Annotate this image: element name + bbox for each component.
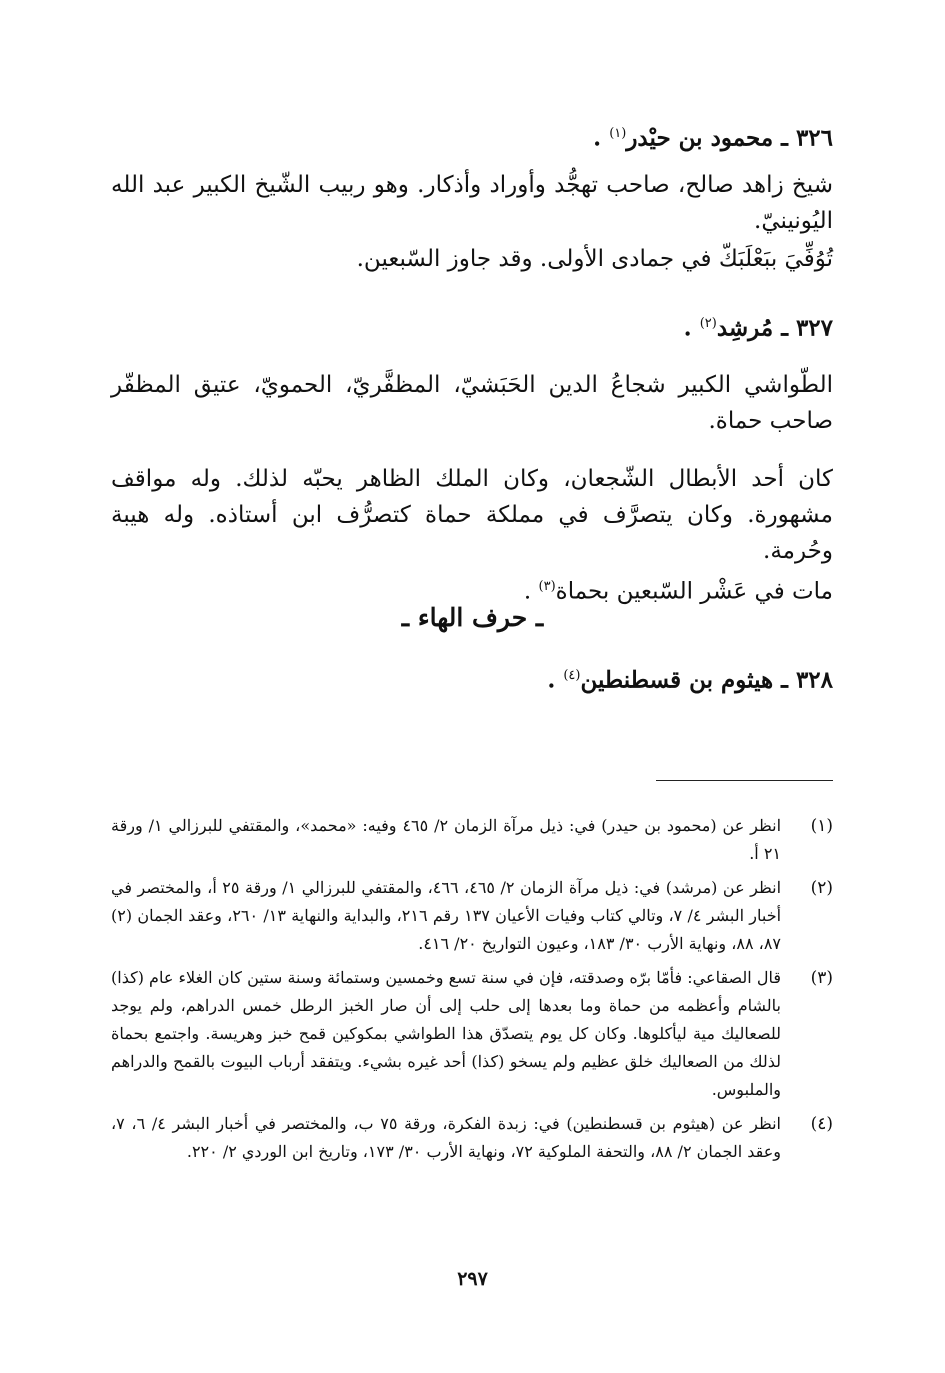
- footnote-separator: [656, 780, 833, 781]
- footnote: [111, 1110, 833, 1166]
- footnote-text: انظر عن (هيثوم بن قسطنطين) في: زبدة الفكرة، ورقة ٧٥ ب، والمختصر في أخبار البشر ٤/ ٦، ٧، وعقد الجمان ٢/ ٨٨، والتحفة الملوكية ٧٢، ونهاية الأرب ٣٠/ ١٧٣، وتاريخ ابن الوردي ٢/ ٢٢٠.: [111, 1114, 781, 1161]
- entry-paragraph: شيخ زاهد صالح، صاحب تهجُّد وأوراد وأذكار. وهو ربيب الشّيخ الكبير عبد الله اليُونينيّ.: [111, 171, 833, 234]
- entry-326: [111, 118, 833, 277]
- footnote-number: (٢): [810, 878, 833, 898]
- entry-paragraph: كان أحد الأبطال الشّجعان، وكان الملك الظاهر يحبّه لذلك. وله مواقف مشهورة. وكان يتصرَّف في مملكة حماة كتصرُّف ابن أستاذه. وله هيبة وحُرمة.: [111, 465, 833, 564]
- entry-paragraph: تُوُفِّيَ ببَعْلَبَكّ في جمادى الأولى. وقد جاوز السّبعين.: [356, 245, 833, 272]
- section-title: ـ حرف الهاء ـ: [401, 603, 544, 632]
- entry-327: [111, 308, 833, 609]
- footnote-text: قال الصقاعي: فأمّا برّه وصدقته، فإن في سنة تسع وخمسين وستمائة وسنة ستين كان الغلاء عام (كذا) بالشام وأعظمه من حماة وما بعدها إلى حلب إلى أن صار الخبز الرطل خمس الدراهم، ولم يوجد للصعاليك مية ليأكلوها. وكان كل يوم يتصدّق هذا الطواشي بمكوكين قمح خبز وهريسة. واجتمع بحماة لذلك من الصعاليك خلق عظيم ولم يسخو (كذا) أحد غيره بشيء. ويتفقد أرباب البيوت بالقمح والدراهم والملبوس.: [111, 968, 781, 1099]
- footnote: [111, 964, 833, 1104]
- entry-heading: ٣٢٦ ـ محمود بن حيْدر$^{(١)}$ .: [593, 124, 833, 152]
- footnote-number: (٤): [810, 1114, 833, 1134]
- footnote-ref: (٢): [699, 316, 717, 331]
- footnote-ref: (١): [609, 126, 627, 141]
- entry-heading: ٣٢٧ ـ مُرشِد$^{(٢)}$ .: [683, 314, 833, 342]
- entry-328: [111, 660, 833, 697]
- footnote-ref: (٣): [538, 578, 556, 594]
- entry-paragraph-text: مات في عَشْر السّبعين بحماة: [555, 578, 833, 605]
- entry-heading-text: ٣٢٨ ـ هيثوم بن قسطنطين: [580, 666, 833, 694]
- page-number: ٢٩٧: [457, 1268, 488, 1290]
- entry-paragraph: مات في عَشْر السّبعين بحماة$^{(٣)}$ .: [523, 578, 833, 605]
- footnote-text: انظر عن (مرشد) في: ذيل مرآة الزمان ٢/ ٤٦٥، ٤٦٦، والمقتفي للبرزالي ١/ ورقة ٢٥ أ، والمختصر في أخبار البشر ٤/ ٧، وتالي كتاب وفيات الأعيان ١٣٧ رقم ٢١٦، والبداية والنهاية ١٣/ ٢٦٠، وعقد الجمان (٢) ٨٧، ٨٨، ونهاية الأرب ٣٠/ ١٨٣، وعيون التواريخ ٢٠/ ٤١٦.: [111, 878, 782, 953]
- entry-heading: ٣٢٨ ـ هيثوم بن قسطنطين$^{(٤)}$ .: [547, 666, 833, 694]
- footnote-number: (١): [810, 816, 833, 836]
- footnote: [111, 874, 833, 958]
- footnote: [111, 812, 833, 868]
- footnotes: [111, 812, 833, 1172]
- entry-heading-text: ٣٢٧ ـ مُرشِد: [716, 314, 833, 342]
- footnote-ref: (٤): [563, 668, 581, 683]
- footnote-number: (٣): [810, 968, 833, 988]
- footnote-text: انظر عن (محمود بن حيدر) في: ذيل مرآة الزمان ٢/ ٤٦٥ وفيه: «محمد»، والمقتفي للبرزالي ١/ ورقة ٢١ أ.: [111, 816, 782, 863]
- entry-heading-text: ٣٢٦ ـ محمود بن حيْدر: [626, 124, 833, 152]
- entry-paragraph: الطّواشي الكبير شجاعُ الدين الحَبَشيّ، المظفَّريّ، الحمويّ، عتيق المظفّر صاحب حماة.: [111, 371, 833, 434]
